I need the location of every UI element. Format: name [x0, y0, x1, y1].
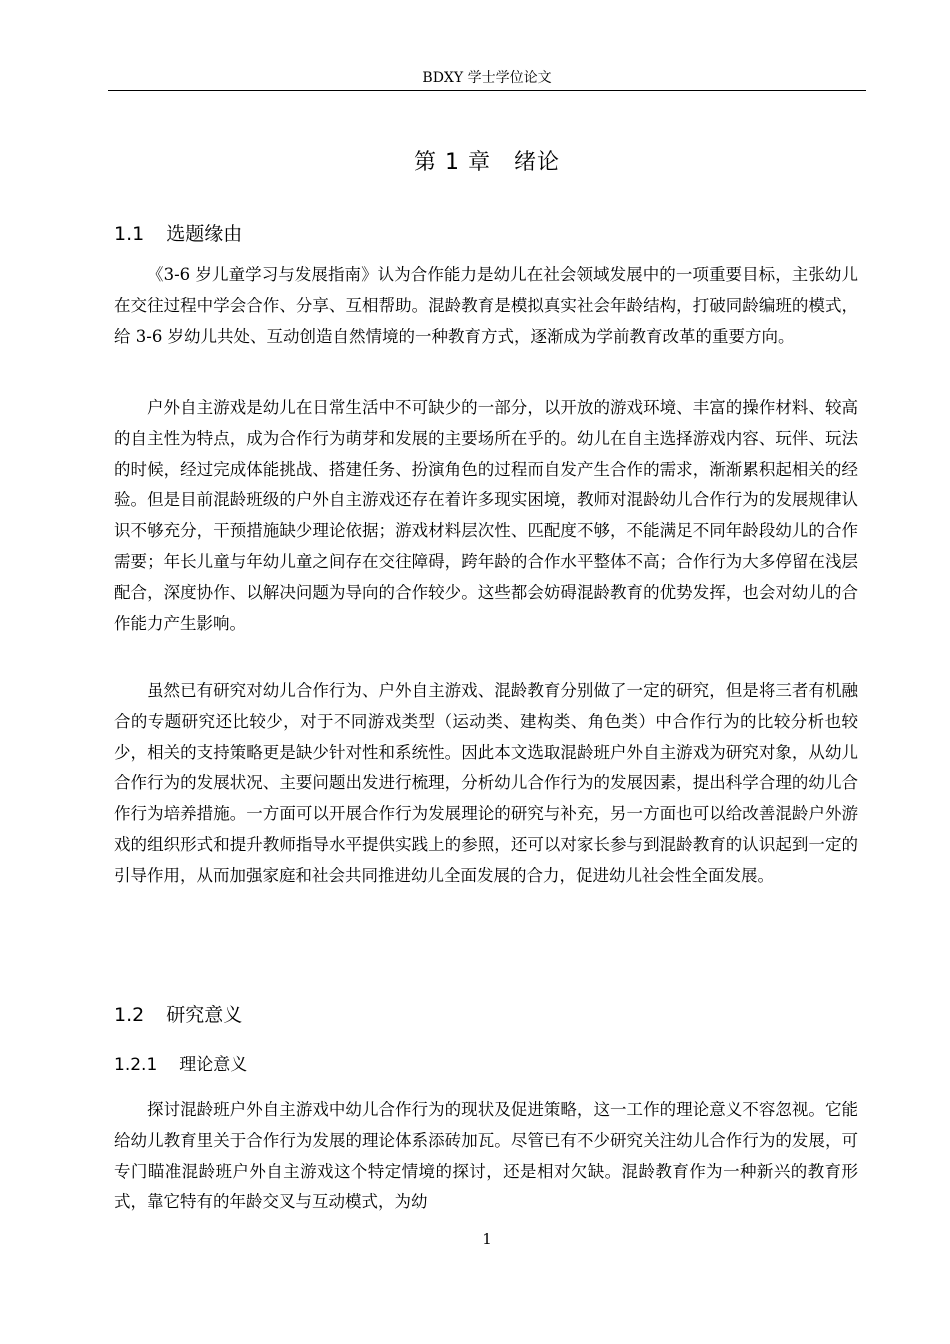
section-number: 1.2: [114, 1004, 145, 1026]
section-heading-1-1: [114, 220, 242, 248]
paragraph-2: 户外自主游戏是幼儿在日常生活中不可缺少的一部分，以开放的游戏环境、丰富的操作材料、较高的自主性为特点，成为合作行为萌芽和发展的主要场所在乎的。幼儿在自主选择游戏内容、玩伴、玩法的时候，经过完成体能挑战、搭建任务、扮演角色的过程而自发产生合作的需求，渐渐累积起相关的经验。但是目前混龄班级的户外自主游戏还存在着许多现实困境，教师对混龄幼儿合作行为的发展规律认识不够充分，干预措施缺少理论依据；游戏材料层次性、匹配度不够，不能满足不同年龄段幼儿的合作需要；年长儿童与年幼儿童之间存在交往障碍，跨年龄的合作水平整体不高；合作行为大多停留在浅层配合，深度协作、以解决问题为导向的合作较少。这些都会妨碍混龄教育的优势发挥，也会对幼儿的合作能力产生影响。: [114, 398, 858, 633]
subsection-number: 1.2.1: [114, 1055, 158, 1075]
paragraph-1: 《3-6 岁儿童学习与发展指南》认为合作能力是幼儿在社会领域发展中的一项重要目标，主张幼儿在交往过程中学会合作、分享、互相帮助。混龄教育是模拟真实社会年龄结构，打破同龄编班的模式，给 3-6 岁幼儿共处、互动创造自然情境的一种教育方式，逐渐成为学前教育改革的重要方向。: [114, 265, 858, 346]
subsection-heading-1-2-1: [114, 1052, 247, 1078]
paragraph-4: 探讨混龄班户外自主游戏中幼儿合作行为的现状及促进策略，这一工作的理论意义不容忽视。它能给幼儿教育里关于合作行为发展的理论体系添砖加瓦。尽管已有不少研究关注幼儿合作行为的发展，可专门瞄准混龄班户外自主游戏这个特定情境的探讨，还是相对欠缺。混龄教育作为一种新兴的教育形式，靠它特有的年龄交叉与互动模式，为幼: [114, 1100, 858, 1212]
chapter-title: 第 1 章 绪论: [414, 150, 560, 175]
page-number: 1: [482, 1230, 492, 1248]
page-header: BDXY 学士学位论文: [108, 68, 866, 91]
section-number: 1.1: [114, 223, 145, 245]
subsection-title: 理论意义: [179, 1055, 248, 1075]
section-title: 研究意义: [166, 1004, 243, 1026]
paragraph-3: 虽然已有研究对幼儿合作行为、户外自主游戏、混龄教育分别做了一定的研究，但是将三者有机融合的专题研究还比较少，对于不同游戏类型（运动类、建构类、角色类）中合作行为的比较分析也较少，相关的支持策略更是缺少针对性和系统性。因此本文选取混龄班户外自主游戏为研究对象，从幼儿合作行为的发展状况、主要问题出发进行梳理，分析幼儿合作行为的发展因素，提出科学合理的幼儿合作行为培养措施。一方面可以开展合作行为发展理论的研究与补充，另一方面也可以给改善混龄户外游戏的组织形式和提升教师指导水平提供实践上的参照，还可以对家长参与到混龄教育的认识起到一定的引导作用，从而加强家庭和社会共同推进幼儿全面发展的合力，促进幼儿社会性全面发展。: [114, 681, 858, 885]
section-heading-1-2: [114, 1001, 242, 1029]
section-title: 选题缘由: [166, 223, 243, 245]
